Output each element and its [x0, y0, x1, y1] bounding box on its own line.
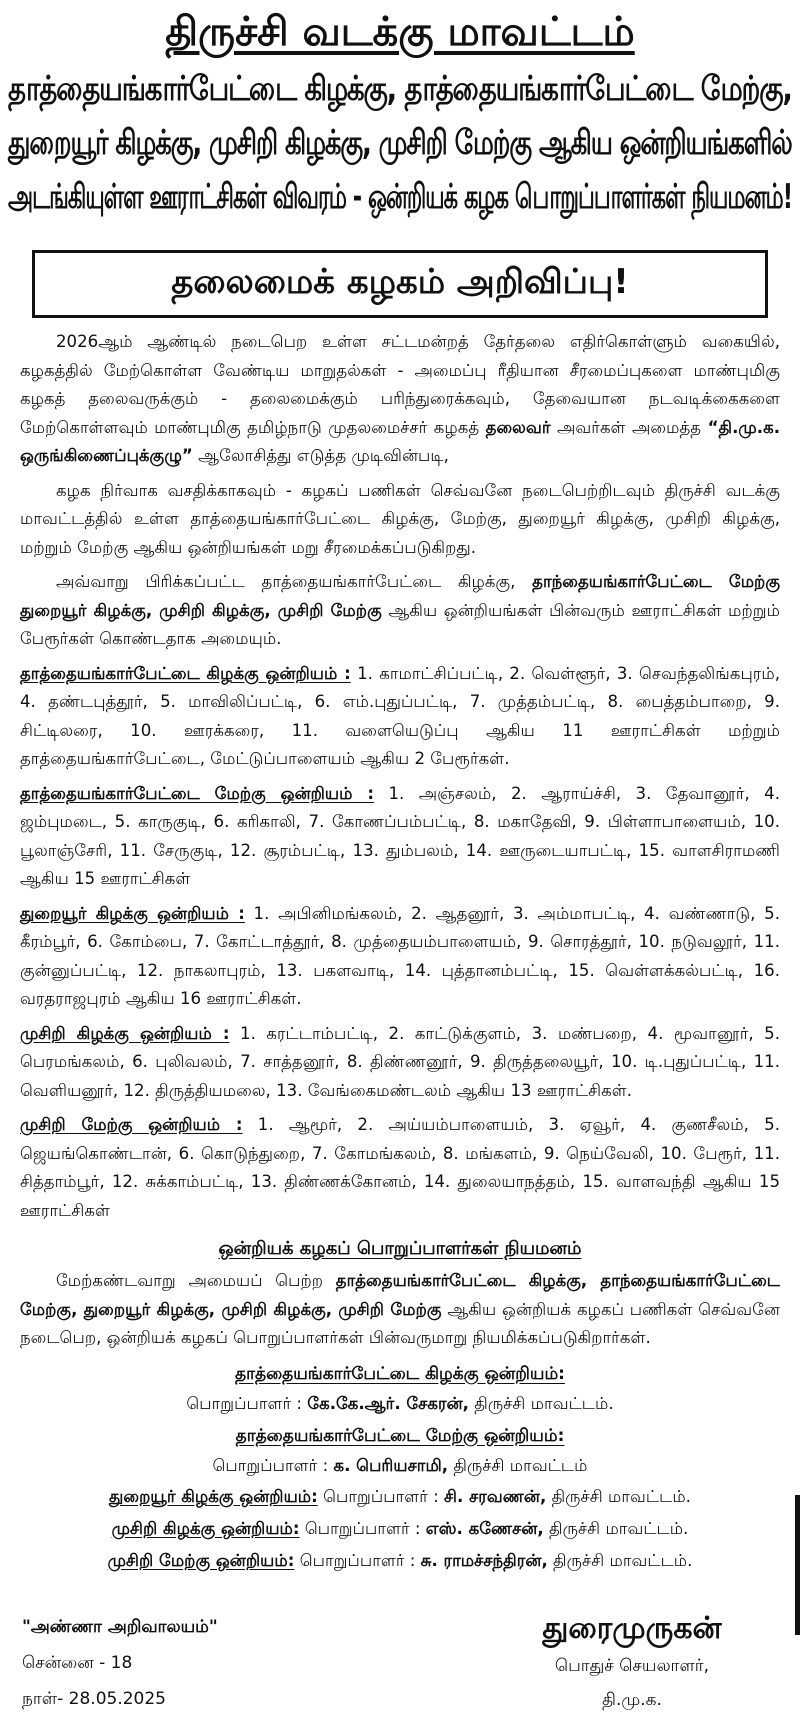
appointee-name: சு. ராமச்சந்திரன்,	[420, 1550, 548, 1570]
party-name: தி.மு.க.	[602, 1690, 662, 1710]
office-name: "அண்ணா அறிவாலயம்"	[22, 1617, 218, 1637]
union-label: முசிறி கிழக்கு ஒன்றியம் :	[20, 1023, 230, 1043]
union-label: தாத்தையங்கார்பேட்டை மேற்கு ஒன்றியம் :	[20, 783, 375, 803]
signer-name: துரைமுருகன்	[542, 1611, 722, 1646]
headline	[8, 62, 792, 224]
footer	[8, 1609, 792, 1719]
headline-line-2: துறையூர் கிழக்கு, முசிறி கிழக்கு, முசிறி மேற்கு ஆகிய ஒன்றியங்களில்	[8, 123, 792, 163]
notice-date: நாள்- 28.05.2025	[22, 1689, 167, 1709]
union-section	[20, 1020, 780, 1106]
headline-line-3: அடங்கியுள்ள ஊராட்சிகள் விவரம் - ஒன்றியக் கழக பொறுப்பாளர்கள் நியமனம்!	[8, 177, 793, 217]
appointee-name: க. பெரியசாமி,	[333, 1455, 449, 1475]
appointee-line: பொறுப்பாளர் : க. பெரியசாமி, திருச்சி மாவட்டம்	[212, 1455, 588, 1475]
appointment-union-heading: தாத்தையங்கார்பேட்டை கிழக்கு ஒன்றியம்:	[235, 1363, 565, 1384]
office-city: சென்னை - 18	[22, 1653, 133, 1673]
intro-paragraph-1: 2026ஆம் ஆண்டில் நடைபெற உள்ள சட்டமன்றத் தேர்தலை எதிர்கொள்ளும் வகையில், கழகத்தில் மேற்கொள்ள வேண்டிய மாறுதல்கள் - அமைப்பு ரீதியான சீரமைப்புகளை மாண்புமிகு கழகத் தலைவருக்கும் - தலைமைக்கும் பரிந்துரைக்கவும், தேவையான நடவடிக்கைகளை மேற்கொள்ளவும் மாண்புமிகு தமிழ்நாடு முதலமைச்சர் கழகத் தலைவர் அவர்கள் அமைத்த “தி.மு.க. ஒருங்கிணைப்புக்குழு” ஆலோசித்து எடுத்த முடிவின்படி,	[20, 332, 781, 465]
announcement-box	[32, 250, 768, 318]
intro-paragraph-3: அவ்வாறு பிரிக்கப்பட்ட தாத்தையங்கார்பேட்டை கிழக்கு, தாந்தையங்கார்பேட்டை மேற்கு துறையூர் கிழக்கு, முசிறி கிழக்கு, முசிறி மேற்கு ஆகிய ஒன்றியங்கள் பின்வரும் ஊராட்சிகள் மற்றும் பேரூர்கள் கொண்டதாக அமையும்.	[20, 572, 780, 648]
footer-address	[22, 1609, 218, 1717]
appointment-union-heading: முசிறி மேற்கு ஒன்றியம்:	[107, 1550, 295, 1570]
union-villages: 1. அஞ்சலம், 2. ஆராய்ச்சி, 3. தேவானூர், 4. ஜம்புமடை, 5. காருகுடி, 6. கரிகாலி, 7. கோணப்பம்பட்டி, 8. மகாதேவி, 9. பிள்ளாபாளையம், 10. பூலாஞ்சேரி, 11. சேருகுடி, 12. சூரம்பட்டி, 13. தும்பலம், 14. ஊருடையாபட்டி, 15. வாளசிராமணி ஆகிய 15 ஊராட்சிகள்	[20, 783, 780, 888]
union-list	[8, 660, 792, 1226]
district-title: திருச்சி வடக்கு மாவட்டம்	[165, 9, 635, 55]
announcement-title: தலைமைக் கழகம் அறிவிப்பு!	[171, 262, 629, 302]
union-villages: 1. ஆமூர், 2. அய்யம்பாளையம், 3. ஏவூர், 4. குணசீலம், 5. ஜெயங்கொண்டான், 6. கொடுந்துறை, 7. கோமங்கலம், 8. மங்களம், 9. நெய்வேலி, 10. பேரூர், 11. சித்தாம்பூர், 12. சுக்காம்பட்டி, 13. திண்ணக்கோனம், 14. துலையாநத்தம், 15. வாளவந்தி ஆகிய 15 ஊராட்சிகள்	[20, 1115, 780, 1220]
appointee-line: முசிறி மேற்கு ஒன்றியம்: பொறுப்பாளர் : சு. ராமச்சந்திரன், திருச்சி மாவட்டம்.	[107, 1550, 693, 1570]
appointee-name: சி. சரவணன்,	[444, 1486, 547, 1506]
union-villages: 1. கரட்டாம்பட்டி, 2. காட்டுக்குளம், 3. மண்பறை, 4. மூவானூர், 5. பெரமங்கலம், 6. புலிவலம், 7. சாத்தனூர், 8. திண்ணனூர், 9. திருத்தலையூர், 10. டி.புதுப்பட்டி, 11. வெளியனூர், 12. திருத்தியமலை, 13. வேங்கைமண்டலம் ஆகிய 13 ஊராட்சிகள்.	[20, 1023, 781, 1100]
union-label: துறையூர் கிழக்கு ஒன்றியம் :	[20, 903, 245, 923]
union-section	[20, 780, 780, 894]
union-section	[20, 660, 780, 774]
page-edge-bar	[795, 1495, 800, 1635]
headline-line-1: தாத்தையங்கார்பேட்டை கிழக்கு, தாத்தையங்கார்பேட்டை மேற்கு,	[8, 69, 792, 109]
appointee-line: முசிறி கிழக்கு ஒன்றியம்: பொறுப்பாளர் : எஸ். கணேசன், திருச்சி மாவட்டம்.	[111, 1518, 689, 1538]
appointee-name: கே.கே.ஆர். சேகரன்,	[307, 1393, 469, 1413]
signer-designation: பொதுச் செயலாளர்,	[554, 1656, 710, 1676]
union-section	[20, 1111, 780, 1225]
appointment-union-heading: முசிறி கிழக்கு ஒன்றியம்:	[111, 1518, 300, 1538]
appointee-line: துறையூர் கிழக்கு ஒன்றியம்: பொறுப்பாளர் : சி. சரவணன், திருச்சி மாவட்டம்.	[109, 1486, 691, 1506]
appointment-list	[8, 1359, 792, 1577]
appointee-name: எஸ். கணேசன்,	[425, 1518, 544, 1538]
appointment-paragraph: மேற்கண்டவாறு அமையப் பெற்ற தாத்தையங்கார்பேட்டை கிழக்கு, தாந்தையங்கார்பேட்டை மேற்கு, துறையூர் கிழக்கு, முசிறி கிழக்கு, முசிறி மேற்கு ஆகிய ஒன்றியக் கழகப் பணிகள் செவ்வனே நடைபெற, ஒன்றியக் கழகப் பொறுப்பாளர்கள் பின்வருமாறு நியமிக்கப்படுகிறார்கள்.	[20, 1271, 780, 1347]
appointment-union-heading: தாத்தையங்கார்பேட்டை மேற்கு ஒன்றியம்:	[235, 1425, 565, 1446]
intro-paragraph-2: கழக நிர்வாக வசதிக்காகவும் - கழகப் பணிகள் செவ்வனே நடைபெற்றிடவும் திருச்சி வடக்கு மாவட்டத்தில் உள்ள தாத்தையங்கார்பேட்டை கிழக்கு, மேற்கு, துறையூர் கிழக்கு, முசிறி கிழக்கு, மற்றும் மேற்கு ஆகிய ஒன்றியங்கள் மறு சீரமைக்கப்படுகிறது.	[20, 480, 780, 557]
appointee-line: பொறுப்பாளர் : கே.கே.ஆர். சேகரன், திருச்சி மாவட்டம்.	[186, 1393, 614, 1413]
union-villages: 1. அபினிமங்கலம், 2. ஆதனூர், 3. அம்மாபட்டி, 4. வண்ணாடு, 5. கீரம்பூர், 6. கோம்பை, 7. கோட்டாத்தூர், 8. முத்தையம்பாளையம், 9. சொரத்தூர், 10. நடுவலூர், 11. குன்னுப்பட்டி, 12. நாகலாபுரம், 13. பகளவாடி, 14. புத்தானம்பட்டி, 15. வெள்ளக்கல்பட்டி, 16. வரதராஜபுரம் ஆகிய 16 ஊராட்சிகள்.	[20, 903, 780, 1008]
union-label: தாத்தையங்கார்பேட்டை கிழக்கு ஒன்றியம் :	[20, 663, 351, 683]
footer-signature	[512, 1609, 752, 1717]
notice-page	[8, 4, 792, 1719]
union-villages: 1. காமாட்சிப்பட்டி, 2. வெள்ளூர், 3. செவந்தலிங்கபுரம், 4. தண்டபுத்தூர், 5. மாவிலிப்பட்டி, 6. எம்.புதுப்பட்டி, 7. முத்தம்பட்டி, 8. பைத்தம்பாறை, 9. சிட்டிலரை, 10. ஊரக்கரை, 11. வளையெடுப்பு ஆகிய 11 ஊராட்சிகள் மற்றும் தாத்தையங்கார்பேட்டை, மேட்டுப்பாளையம் ஆகிய 2 பேரூர்கள்.	[20, 663, 781, 768]
union-label: முசிறி மேற்கு ஒன்றியம் :	[20, 1115, 243, 1134]
union-section	[20, 900, 780, 1014]
appointment-union-heading: துறையூர் கிழக்கு ஒன்றியம்:	[109, 1486, 318, 1506]
appointment-title: ஒன்றியக் கழகப் பொறுப்பாளர்கள் நியமனம்	[218, 1238, 582, 1259]
